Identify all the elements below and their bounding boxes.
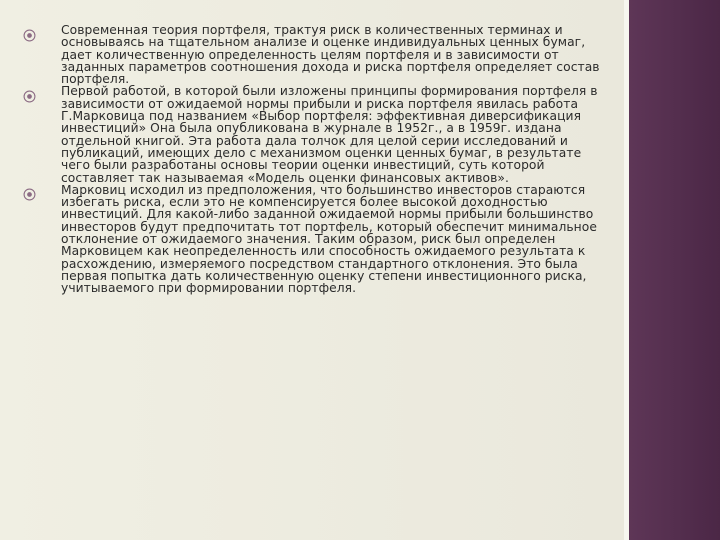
square-bullet-icon [20,186,38,204]
bullet-item-3 [20,184,610,295]
paragraph-text: Марковиц исходил из предположения, что большинство инвесторов стараются избегать риска, если это не компенсируется более высокой доходностью инвестиций. Для какой-либо заданной ожидаемой нормы прибыли большинство инвесторов будут предпочитать тот портфель, который обеспечит минимальное отклонение от ожидаемого значения. Таким образом, риск был определен Марковицем как неопределенность или способность ожидаемого результата к расхождению, измеряемого посредством стандартного отклонения. Это была первая попытка дать количественную оценку степени инвестиционного риска, учитываемого при формировании портфеля. [61,182,597,296]
sidebar-panel [629,0,720,540]
paragraph-text: Первой работой, в которой были изложены принципы формирования портфеля в зависимости от ожидаемой нормы прибыли и риска портфеля явилась работа Г.Марковица под названием «Выбор портфеля: эффективная диверсификация инвестиций» Она была опубликована в журнале в 1952г., а в 1959г. издана отдельной книгой. Эта работа дала толчок для целой серии исследований и публикаций, имеющих дело с механизмом оценки ценных бумаг, в результате чего были разработаны основы теории оценки инвестиций, суть которой составляет так называемая «Модель оценки финансовых активов». [61,84,598,185]
square-bullet-icon [20,26,38,44]
content-area [20,24,610,295]
square-bullet-icon [20,87,38,105]
bullet-item-2 [20,85,610,183]
bullet-item-1 [20,24,610,85]
paragraph-text: Современная теория портфеля, трактуя риск в количественных терминах и основываясь на тщательном анализе и оценке индивидуальных ценных бумаг, дает количественную определенность целям портфеля и в зависимости от заданных параметров соотношения дохода и риска портфеля определяет состав портфеля. [61,23,600,87]
